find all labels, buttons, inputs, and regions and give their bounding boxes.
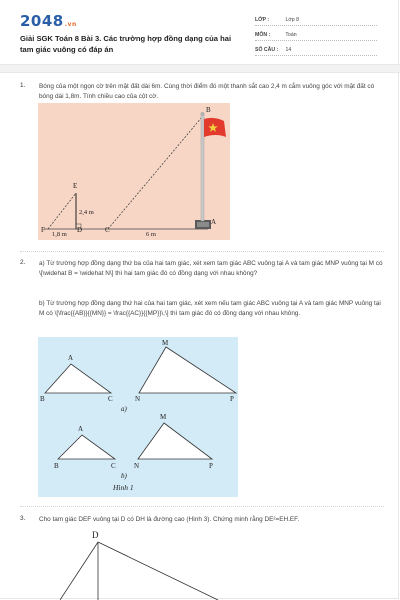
b-label-a: A [78, 425, 84, 433]
a-label-a: A [68, 354, 74, 362]
b-label-m: M [160, 413, 167, 421]
page-title: Giải SGK Toán 8 Bài 3. Các trường hợp đồng dạng của hai tam giác vuông có đáp án [20, 34, 232, 54]
label-e: E [73, 182, 78, 190]
dim-fd: 1,8 m [52, 231, 67, 238]
label-b: B [206, 106, 211, 114]
question-1-figure [38, 103, 230, 240]
meta-subject [255, 32, 297, 38]
label-c: C [105, 226, 110, 234]
question-1-number: 1. [20, 82, 26, 89]
label-d: D [77, 226, 83, 234]
b-label-b: B [54, 462, 59, 470]
dim-ed: 2,4 m [79, 209, 94, 216]
label-f: F [41, 226, 45, 234]
pole-top [201, 112, 205, 116]
question-3-number: 3. [20, 515, 26, 522]
a-label-p: P [230, 395, 234, 403]
meta-subject-label: MÔN : [255, 32, 271, 38]
meta-count [255, 47, 291, 53]
header-divider [0, 64, 400, 73]
separator-2 [20, 506, 384, 507]
meta-class-value: Lớp 8 [285, 17, 299, 23]
a-label-n: N [135, 395, 141, 403]
question-2-part-a-text: a) Từ trường hợp đồng dạng thứ ba của hai tam giác, xét xem tam giác ABC vuông tại A và tam giác MNP vuông tại M có \[\widehat B = \widehat N\] thì hai tam giác đó có đồng dạng với nhau không? [39, 260, 383, 277]
question-2-number: 2. [20, 259, 26, 266]
b-label-c: C [111, 462, 116, 470]
question-2-figure [38, 337, 238, 497]
question-2-part-b-text: b) Từ trường hợp đồng dạng thứ hai của hai tam giác, xét xem nếu tam giác ABC vuông tại A và tam giác MNP vuông tại M có \[\frac{{AB}}{{MN}} = \frac{{AC}}{{MP}}\,\] thì tam giác đó có đồng dạng với nhau không. [39, 300, 381, 317]
question-3-figure [60, 525, 220, 600]
site-logo[interactable]: 2048.vn [20, 12, 77, 30]
separator-1 [20, 251, 384, 252]
edge-df [98, 542, 218, 600]
dim-ca: 6 m [146, 231, 156, 238]
meta-subject-value: Toán [285, 32, 297, 38]
b-label-n: N [134, 462, 140, 470]
figure-title: Hình 1 [113, 483, 134, 492]
meta-count-value: 14 [285, 47, 292, 53]
caption-a: a) [121, 405, 127, 413]
meta-count-label: SỐ CÂU : [255, 47, 279, 53]
meta-class-label: LỚP : [255, 17, 270, 23]
flagpole [201, 115, 204, 221]
question-3-text: Cho tam giác DEF vuông tại D có DH là đường cao (Hình 3). Chứng minh rằng DE²=EH.EF. [39, 516, 300, 523]
a-label-m: M [162, 339, 169, 347]
b-label-p: P [209, 462, 213, 470]
edge-de [60, 542, 98, 600]
question-1-text: Bóng của một ngọn cờ trên mặt đất dài 6m. Cùng thời điểm đó một thanh sắt cao 2,4 m cắm vuông góc với mặt đất có bóng dài 1,8m. Tính chiều cao của cột cờ. [39, 83, 375, 100]
label-a: A [211, 218, 217, 226]
label-d-q3: D [92, 530, 99, 540]
meta-class [255, 17, 299, 23]
pole-base-top [197, 222, 209, 227]
a-label-b: B [40, 395, 45, 403]
a-label-c: C [108, 395, 113, 403]
caption-b: b) [121, 472, 127, 480]
